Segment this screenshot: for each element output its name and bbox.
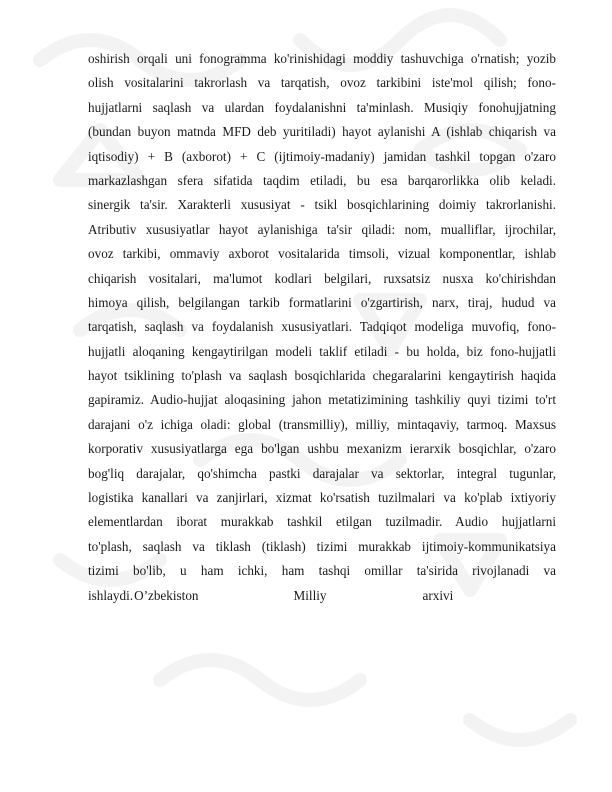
footer-word-uzbekiston: O’zbekiston (134, 587, 199, 603)
text-line: hayot tsiklining to'plash va saqlash bosqichlarida chegaralarini kengaytirish haqida (88, 368, 556, 384)
text-line: elementlardan iborat murakkab tashkil etilgan tuzilmadir. Audio hujjatlarni (88, 514, 556, 530)
text-line: to'plash, saqlash va tiklash (tiklash) tizimi murakkab ijtimoiy-kommunikatsiya (88, 538, 556, 554)
text-line: tizimi bo'lib, u ham ichki, ham tashqi omillar ta'sirida rivojlanadi va (88, 563, 556, 579)
text-line: oshirish orqali uni fonogramma ko'rinishidagi moddiy tashuvchiga o'rnatish; yozib (88, 51, 556, 66)
text-line: himoya qilish, belgilangan tarkib formatlarini o'zgartirish, narx, tiraj, hudud va (88, 294, 556, 310)
text-line: logistika kanallari va zanjirlari, xizmat ko'rsatish tuzilmalari va ko'plab ixtiyoriy (88, 490, 556, 506)
text-line: hujjatli aloqaning kengaytirilgan modeli taklif etiladi - bu holda, biz fono-hujjatli (88, 343, 556, 359)
text-line: korporativ xususiyatlarga ega bo'lgan ushbu mexanizm ierarxik bosqichlar, o'zaro (88, 441, 556, 457)
footer-word-arxivi: arxivi (422, 587, 454, 603)
body-text (88, 47, 556, 608)
text-line: hujjatlarni saqlash va ulardan foydalanishni ta'minlash. Musiqiy fonohujjatning (88, 99, 556, 115)
text-line: tarqatish, saqlash va foydalanish xususiyatlari. Tadqiqot modeliga muvofiq, fono- (88, 319, 556, 335)
text-line: bog'liq darajalar, qo'shimcha pastki darajalar va sektorlar, integral tugunlar, (88, 465, 556, 481)
text-line: Atributiv xususiyatlar hayot aylanishiga ta'sir qiladi: nom, mualliflar, ijrochilar, (88, 221, 556, 237)
footer-word-milliy: Milliy (293, 587, 327, 603)
text-line: markazlashgan sfera sifatida taqdim etiladi, bu esa barqarorlikka olib keladi. (88, 172, 556, 188)
text-line: sinergik ta'sir. Xarakterli xususiyat - tsikl bosqichlarining doimiy takrorlanishi. (88, 197, 556, 213)
text-line: (bundan buyon matnda MFD deb yuritiladi) hayot aylanishi A (ishlab chiqarish va (88, 124, 556, 140)
last-line-text: ishlaydi. (88, 587, 134, 603)
text-line: chiqarish vositalari, ma'lumot kodlari belgilari, ruxsatsiz nusxa ko'chirishdan (88, 270, 556, 286)
text-line: olish vositalarini takrorlash va tarqatish, ovoz tarkibini iste'mol qilish; fono- (88, 75, 556, 91)
text-line: darajani o'z ichiga oladi: global (transmilliy), milliy, mintaqaviy, tarmoq. Maxsus (88, 416, 556, 432)
text-line: ovoz tarkibi, ommaviy axborot vositalarida timsoli, vizual komponentlar, ishlab (88, 246, 556, 262)
text-line: gapiramiz. Audio-hujjat aloqasining jahon metatizimining tashkiliy quyi tizimi to'rt (88, 392, 556, 408)
last-text-line (88, 584, 556, 608)
text-line: iqtisodiy) + B (axborot) + C (ijtimoiy-madaniy) jamidan tashkil topgan o'zaro (88, 148, 556, 164)
